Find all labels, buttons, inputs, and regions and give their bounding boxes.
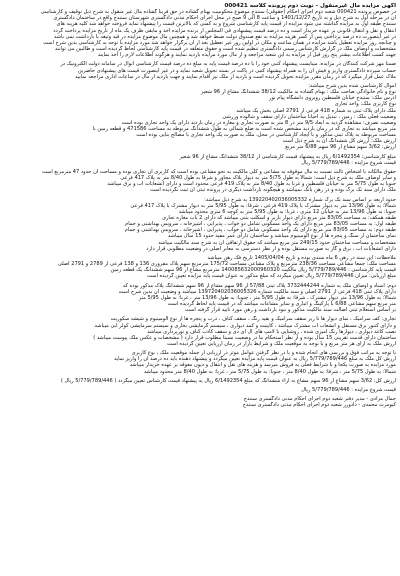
text-line: جنوباً: به طول 13/96 متر به خیابان 12 متری ، غرباً: به طول 5/95 متر به کوچه 6 متری محدود میباشد [178,208,396,215]
text-line: آن در مرحله اول به شرح ذیل و به تاریخ 1401/12/27 و ساعت 8 الی 9 صبح در محل اجرای احکام مدنی دادگستری شهرستان سنندج واقع در ساختمان دادگستری [53,15,396,22]
text-line: ملاحظات: این سند در رهن 6 ماه سندی بوده و تاریخ 1405/04/04 تاریخ فک رهن میباشد [207,254,396,261]
text-line: نصب کاغذ دیواری ، دیوارها رنگ آمیزی شده ، روشنایی با لامپ های ال ای دی و سقف کاذب کناف و نورپردازی میباشد [147,328,396,335]
paragraph [4,283,396,314]
text-line: بر اساس استعلام ثبتی اصالت سند مالکیت مذکور و نبود بازداشت و رهن مورد تایید قرار گرفته است [185,307,396,314]
text-line: دارای پلاک ثبتی 418 فرعی از 2791 اصلی و سند مالکیت شماره 139720402036005326 میباشد و وضعیت آن بدین شرح است [118,288,396,295]
text-line: طبقه همکف: به مساحت 83/05 متر مربع دارای دیوار باربر و اسکلت بتنی میباشد که دارای 2 باب مغازه تجاری [161,215,396,221]
text-line: ارزش: 3/62 سهم مشاع از 96 سهم 6/88 متر مربع [285,144,396,151]
text-line: نوع کاربری ملک: واحد تجاری [334,101,396,108]
text-line: متر مربع سهم مشاعی 6/88 با پارکینگ و انباری و سایر مشاعات میباشد که در قیمت پایه لحاظ گردیده است [167,301,396,308]
text-line: انتقال و نقل و انتقال قانونی بر عهده خریدار است و ده درصد قیمت پیشنهادی فی المجلس از برنده مزایده اخذ و مابقی ظرف یک ماه از تاریخ مزایده پرداخت گردد [53,27,396,34]
text-line: جهت کسب اطلاعات بیشتر پنج روز قبل از مزایده به این شعبه مراجعه و از مال مورد مزایده بازدید نمایند و هرگونه اطلاعات لازم را اخذ نمایند [97,52,396,59]
text-line: ارزش کل ملک به مبلغ 5/779/789/446 ریال به عنوان قیمت پایه مزایده تعیین میگردد و پیشنهاد دهنده باید ده درصد آن را واریز نماید [114,356,396,363]
paragraph [4,350,396,375]
text-line: شمالاً: به طول 13/96 متر دیوار مشترک ، شرقاً: به طول 5/95 متر ، جنوباً: به طول 13/96 متر ، غرباً: به طول 5/95 متر [138,294,396,301]
text-line: وضعیت فعلی ملک : زمین ، تبدیل به احیانا ساختمان دارای سقف و شالوده ورزشی [222,113,396,120]
text-line: قیمت شروع مزایده : 5/779/789/446 ریال [301,159,396,166]
text-line: شمالاً: به طول 13/96 متر به دیوار مشترک با پلاک 419 فرعی ، شرقاً: به طول 5/95 متر به دیوار مشترک با پلاک 417 فرعی [130,202,396,209]
text-line: دارای انشعابات آب ، برق و گاز به صورت مستقل بوده و از نظر دسترسی به معابر اصلی در وضعیت مطلوبی قرار دارد [146,245,396,252]
paragraph [4,154,396,166]
text-line: مساحت ملک: جمعاً مشاعی مساحت 238/36 مترمربع و پلاک مشاعی مساحت 175/72 مترمربع سهم پلاک مفروزی 136 و 138 فرعی از 2789 و 2791 اصلی [57,261,396,268]
text-line: مبلغ ارزیابی: میزان 5/779/789/446 ریال تعیین میگردد که مبلغ مذکور به عنوان قیمت پایه مزایده تعیین گردیده است [147,273,396,280]
text-line: مشخصات و اوصاف ملک در گزارش کارشناس رسمی دادگستری تنظیم شده است و حقوق متعلقه در قیمت پایه کارشناسی لحاظ گردیده است و طالبین می توانند [54,46,396,53]
paragraph [4,316,396,347]
text-line: حدود اربعه بر اساس سند تک برگ شماره 139220402036005332 به شرح ذیل میباشد: [204,196,396,203]
text-line: تجاری: کف سرامیک ، نمای دیوار ها تا زیر سقف سرامیک و بقیه رنگ ، سقف کناف ، درب و پنجره ها از نوع آلومینیوم و شیشه سکوریت [110,316,396,323]
signature-officer: کیومرث محمدی - دادورز شعبه دوم اجرای احکام مدنی دادگستری سنندج [242,402,396,409]
text-line: ساختمان دارای قدمت تقریبی 15 سال بوده و از نظر استحکام بنا در وضعیت نسبتاً مطلوب قرار دارد ( مشخصات و عکس ملک پیوست میباشد ) [93,334,396,341]
text-line: ضمنا مهر شرکت کنندگان در مزایده، میبایست پیشنهاد کتبی خود را با ده درصد قیمت پایه به مبلغ ده درصد قیمت کارشناسی انوال در سامانه دولت الکترونیک در [60,61,396,68]
text-line: مورد مزایده به صورت یکجا و با شرایط فعلی به فروش میرسد و هزینه های نقل و انتقال و دیون معوقه بر عهده خریدار میباشد [129,362,396,369]
text-line: نوع و نام خانوادگی صاحب ملک : بهنام گشاده به مالکیت 38/12 ششدانگ مشاع از 96 شعیر [200,89,396,96]
text-line: مبلغ کارشناسی: 6/1492354 ریال به پیشنهاد قیمت کارشناسی از 38/12 ششدانگ مشاع از 96 شعیر [179,153,396,160]
notice-body [4,9,396,393]
text-line: آدرس ملک: سنندج خیابان فلسطین روبروی دانشگاه پیام نور [269,95,396,102]
text-line: حقوق مالکانه با اشخاص ثالث نسبت به مال موقوفه به مشاعی و کلی مالکیت به نحو مشاعی بوده است که کاربری آن تجاری بوده و مساحت آن حدود 47 مترمربع است [42,168,396,175]
text-line: طبقه دوم: به مساحت 83/05 متر مربع دارای یک واحد مسکونی شامل دو خواب ، پذیرایی ، آشپزخانه ، سرویس بهداشتی و حمام [124,227,396,234]
text-line: قیمت پایه کارشناسی : 5/779/789/446 ریال مالکیت 140085632000960320 مترمربع مشاع از 96 سهم ششدانگ یک قطعه زمین [110,267,396,274]
text-line: ارزش ملک به ازای هر متر مربع و با توجه به موقعیت ملک و شرایط بازار در زمان ارزیابی تعیین گردیده است [167,340,396,347]
text-line: طبقه اول: به مساحت 83/05 متر مربع دارای یک واحد مسکونی شامل دو خواب ، پذیرایی ، آشپزخانه ، سرویس بهداشتی و حمام [125,221,396,228]
text-line: شمالاً: به طول 5/75 متر ، شرقاً: به طول 8/40 متر ، جنوباً: به طول 5/75 متر ، غرباً: به طول 8/40 متر محدود میباشد [143,368,396,375]
text-line: سنندج طبقه اول به مزایده گذاشته می شود مزایده از قیمت پایه کارشناسی شروع و به کسی که بالاترین قیمت را پیشنهاد نماید فروخته خواهد شد کلیه هزینه های [56,21,396,28]
text-line: و سایر اوصاف ملک به شرح ذیل است: شمالاً به طول 5/75 متر به دیوار پلاک مجاور و شرقاً به طول 8/40 متر به پلاک 417 فرعی [120,175,396,182]
paragraph [4,378,396,384]
text-line: حساب سپرده دادگستری واریز و فیش آن را به همراه پیشنهاد کتبی در پاکت در بسته تحویل شعبه نماید و در غیر اینصورت قیمت های پیشنهادی حاضرین [77,67,396,74]
text-line: در خصوص پرونده 000421 شعبه دوم اجرای احکام (حقوقی) سنندج موضوع محکومیت بهنام گشاده در حق فریبا گشاده مال غیر منقول به شرح ذیل توقیف و کارشناسی [40,9,396,16]
text-line: نمای ساختمان از سنگ و پنجره ها از نوع آلومینیوم میباشد و ساختمان دارای عمر مفید حدود 15 سال میباشد [168,233,396,240]
text-line: متر مربع میباشد به تجاری که در زمان بازدید مشخص شده است به ضلع شمالی به طول ششدانگ مربوطه به مساحت 471586 و قطعه زمین با [92,125,396,132]
notice-title: آگهی مزایده مال غیرمنقول - نوبت دوم پرونده کلاسه 000421 [224,3,396,9]
text-line: دوم: اسناد و اوصاف ملک به شماره 3732444244 پلاک ثبتی 57/88 از 96 سهم مشاع از 96 سهم ششدانگ پلاک مذکور بوده که [122,282,396,289]
text-line: اموال کارشناسی شده بدین شرح میباشد: [308,82,396,89]
text-line: مشخصات و مساحت ساختمان حدود 249/15 متر مربع میباشد که حقوق ارتفاقی آن به شرح سند مالکیت میباشد [158,239,396,246]
text-line: ارزش کل: 3/62 سهم مشاع از 96 سهم مشاع به ازاء ششدانگ که مبلغ 6/1492354 ریال به پیشنهاد قیمت کارشناس تعیین میگردد ( 5/779/789/446 ریال ) [60,377,396,384]
paragraph [4,83,396,151]
text-line: و دارای کنتور برق مستقل و انشعاب آب مشترک میباشد ، کابینت و کمد دیواری ، سیستم گرمایشی بخاری و سیستم سرمایشی کولر آبی میباشد [94,322,396,329]
paragraph [4,169,396,194]
signature-clerk: جمال مرادی - مدیر دفتر شعبه دوم اجرای احکام مدنی دادگستری سنندج [243,396,396,403]
text-line: جنوباً به طول 5/75 متر به خیابان فلسطین و غرباً به طول 8/40 متر به پلاک 419 فرعی محدود است و دارای انشعابات آب و برق میباشد [107,181,396,188]
text-line: ملک دارای پلاک ثبتی به شماره 418 فرعی از 2791 اصلی بخش یک میباشد [236,107,396,114]
text-line: ملاک عمل قرار میگیرد که در زمان مقرر مزایده تحویل گردیده است و بازدید از ملک نیز اقدام نمایند و جهت بازدید از مال در ساعات اداری مراجعه نمایید [75,73,396,80]
paragraph [4,255,396,280]
paragraph [4,197,396,252]
paragraph [4,61,396,79]
text-line: با توجه به مراتب فوق و بررسی های انجام شده و با در نظر گرفتن عوامل موثر در ارزیابی از جمله موقعیت ملک ، نوع کاربری [131,350,396,357]
paragraph [4,9,396,58]
text-line: و چنانچه روز مزایده تعطیل باشد مزایده در همان ساعت و مکان در اولین روز غیر تعطیل بعد از آن برگزار خواهد شد مورد مزایده با توجه به کارشناسی بدین شرح است [43,39,396,46]
text-line: قیمت شروع مزایده : 5/779/789/446 ریال [301,386,396,393]
text-line: در غیر اینصورت ده درصد پرداختی پس از کسر هزینه مزایده به نفع صندوق دولت ضبط خواهد شد و همچنین مال موضوع مزایده در قید وثیقه یا بازداشت نمی باشد [54,33,396,40]
text-line: وضعیت تصرف: مشاهده گردید به ابعاد 9/5 متر در 8 متر به صورت تجاری و مغازه در زمان بازدید دارای یک واحد تجاری بوده است [121,119,396,126]
text-line: مساحت مربوطه به پلاک ثبتی مذکور و با ایجاد کارشناسی در محل، ملک به صورت یک واحد تجاری با مصالح بنایی بوده است [136,132,396,139]
text-line: ملک دارای سند تک برگ بوده و در رهن بانک نمیباشد و هیچگونه بازداشت دیگری در پرونده ثبتی آن ثبت نگردیده است [150,187,396,194]
text-line: ارزش ملک: ارزش کل ششدانگ آن به شرح ذیل است [282,138,396,145]
